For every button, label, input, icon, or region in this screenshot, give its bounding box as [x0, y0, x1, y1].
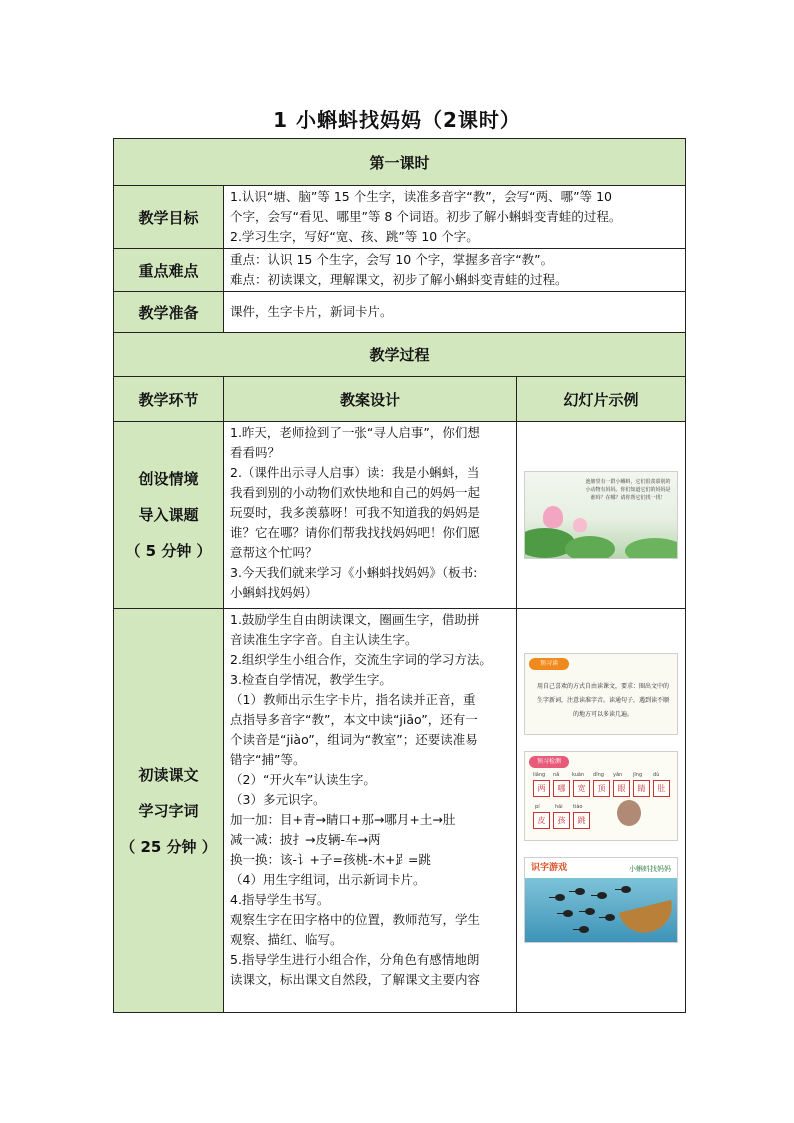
owl-mascot-icon	[617, 800, 641, 826]
slide3-pinyin: pí	[535, 804, 540, 810]
lotus-flower-shape	[543, 506, 563, 528]
stage1-label	[114, 422, 224, 609]
objectives-content	[224, 186, 686, 249]
slide-thumbnail-word-game	[524, 857, 678, 943]
slide3-char: 肚	[653, 780, 670, 797]
slide-thumbnail-preview-reading	[524, 653, 678, 735]
objectives-line: 1.认识“塘、脑”等 15 个生字，读准多音字“教”，会写“两、哪”等 10	[230, 189, 613, 204]
slide3-char: 孩	[553, 812, 570, 829]
stage2-line: （1）教师出示生字卡片，指名读并正音，重	[230, 692, 476, 707]
stage2-line: 点指导多音字“教”，本文中读“jiāo”，还有一	[230, 712, 478, 727]
stage2-label-line: 初读课文	[138, 765, 199, 784]
slide2-tag: 预习读	[529, 658, 569, 670]
stage2-line: 4.指导学生书写。	[230, 892, 330, 907]
tadpole-icon	[605, 914, 615, 921]
stage2-line: 5.指导学生进行小组合作，分角色有感情地朗	[230, 952, 480, 967]
stage2-line: 2.组织学生小组合作，交流生字词的学习方法。	[230, 652, 492, 667]
stage2-line: 错字“捕”等。	[230, 752, 306, 767]
stage2-line: （2）“开火车”认读生字。	[230, 772, 376, 787]
lotus-flower-shape	[573, 518, 587, 532]
document-title: 1 小蝌蚪找妈妈（2课时）	[273, 108, 521, 132]
tadpole-icon	[575, 888, 585, 895]
stage2-slides	[517, 609, 686, 1013]
slide3-char: 跳	[573, 812, 590, 829]
stage2-line: 减一减：披扌→皮辆-车→两	[230, 832, 381, 847]
lesson-plan-table	[113, 138, 686, 1013]
stage2-line: 音读准生字字音。自主认读生字。	[230, 632, 418, 647]
slide3-pinyin: jīng	[633, 772, 643, 778]
slide3-char: 皮	[533, 812, 550, 829]
column-header-design: 教案设计	[224, 377, 517, 422]
keypoints-line: 难点：初读课文，理解课文，初步了解小蝌蚪变青蛙的过程。	[230, 272, 568, 287]
stage2-line: 1.鼓励学生自由朗读课文，圈画生字，借助拼	[230, 612, 480, 627]
stage2-label-line: （ 25 分钟 ）	[120, 837, 217, 856]
process-header: 教学过程	[114, 333, 686, 377]
stage2-line: 个读音是“jiào”，组词为“教室”；还要读准易	[230, 732, 478, 747]
stage2-line: 3.检查自学情况，教学生字。	[230, 672, 392, 687]
stage2-label-line: 学习字词	[138, 801, 199, 820]
tadpole-icon	[621, 886, 631, 893]
keypoints-label: 重点难点	[114, 249, 224, 292]
preparation-text: 课件，生字卡片，新词卡片。	[230, 304, 393, 319]
slide-thumbnail-preview-test	[524, 751, 678, 841]
slide3-tag: 预习检测	[529, 756, 569, 768]
slide2-text: 用自己喜欢的方式自由读课文，要求：圈出文中的生字新词，注意读准字音。读通句子，遇到读不顺的地方可以多读几遍。	[537, 683, 670, 718]
stage2-line: 加一加：目+青→睛口+那→哪月+土→肚	[230, 812, 456, 827]
tadpole-icon	[597, 892, 607, 899]
slide3-pinyin: kuān	[572, 772, 585, 778]
stage2-line: 换一换：该-讠+子=孩桃-木+𧾷=跳	[230, 852, 431, 867]
stage2-label	[114, 609, 224, 1013]
slide3-char: 顶	[593, 780, 610, 797]
stage1-line: 意帮这个忙吗？	[230, 545, 318, 560]
lotus-leaf-shape	[625, 538, 678, 559]
slide3-pinyin: dù	[653, 772, 660, 778]
stage1-line: 看看吗？	[230, 445, 281, 460]
slide3-pinyin: yǎn	[613, 772, 623, 778]
slide3-pinyin: tiào	[573, 804, 583, 810]
column-header-stage: 教学环节	[114, 377, 224, 422]
stage1-line: 谁？它在哪？请你们帮我找找妈妈吧！你们愿	[230, 525, 481, 540]
stage1-line: 3.今天我们就来学习《小蝌蚪找妈妈》（板书:	[230, 565, 478, 580]
preparation-label: 教学准备	[114, 292, 224, 333]
stage1-line: 玩耍时，我多羡慕呀！可我不知道我的妈妈是	[230, 505, 481, 520]
boat-shape	[619, 900, 678, 938]
stage2-line: 读课文，标出课文自然段，了解课文主要内容	[230, 972, 481, 987]
keypoints-content	[224, 249, 686, 292]
stage1-content	[224, 422, 517, 609]
slide3-char: 睛	[633, 780, 650, 797]
stage2-line: 观察、描红、临写。	[230, 932, 343, 947]
objectives-line: 个字，会写“看见、哪里”等 8 个词语。初步了解小蝌蚪变青蛙的过程。	[230, 209, 622, 224]
stage1-line: 我看到别的小动物们欢快地和自己的妈妈一起	[230, 485, 481, 500]
slide-thumbnail-lotus	[524, 471, 678, 559]
stage2-content	[224, 609, 517, 1013]
stage1-label-line: 导入课题	[138, 506, 199, 524]
slide3-pinyin: dǐng	[593, 772, 604, 778]
preparation-content	[224, 292, 686, 333]
slide4-subtitle: 小蝌蚪找妈妈	[629, 865, 672, 873]
objectives-line: 2.学习生字，写好“宽、孩、跳”等 10 个字。	[230, 229, 479, 244]
tadpole-icon	[555, 894, 565, 901]
stage1-label-line: （ 5 分钟 ）	[125, 542, 212, 560]
keypoints-line: 重点：认识 15 个生字，会写 10 个字，掌握多音字“教”。	[230, 252, 554, 267]
slide3-char: 哪	[553, 780, 570, 797]
stage1-line: 1.昨天，老师捡到了一张“寻人启事”，你们想	[230, 425, 480, 440]
slide3-char: 眼	[613, 780, 630, 797]
stage2-line: （3）多元识字。	[230, 792, 326, 807]
stage1-slides	[517, 422, 686, 609]
slide3-pinyin: liǎng	[533, 772, 546, 778]
slide3-pinyin: hái	[555, 804, 563, 810]
stage2-line: （4）用生字组词，出示新词卡片。	[230, 872, 426, 887]
stage2-line: 观察生字在田字格中的位置，教师范写，学生	[230, 912, 481, 927]
tadpole-icon	[585, 908, 595, 915]
stage1-label-line: 创设情境	[138, 470, 199, 488]
lotus-leaf-shape	[565, 536, 615, 559]
stage1-line: 2.（课件出示寻人启事）读：我是小蝌蚪，当	[230, 465, 480, 480]
slide4-title: 识字游戏	[531, 863, 568, 873]
slide3-char: 宽	[573, 780, 590, 797]
tadpole-icon	[563, 910, 573, 917]
slide3-pinyin: nǎ	[553, 772, 560, 778]
objectives-label: 教学目标	[114, 186, 224, 249]
slide1-text: 池塘里有一群小蝌蚪，它们很羡慕别的小动物有妈妈。你们知道它们的妈妈是谁吗？在哪？请你帮它们找一找！	[585, 479, 671, 501]
column-header-slides: 幻灯片示例	[517, 377, 686, 422]
slide3-char: 两	[533, 780, 550, 797]
lesson-header: 第一课时	[114, 139, 686, 186]
stage1-line: 小蝌蚪找妈妈）	[230, 585, 318, 600]
tadpole-icon	[579, 926, 589, 933]
